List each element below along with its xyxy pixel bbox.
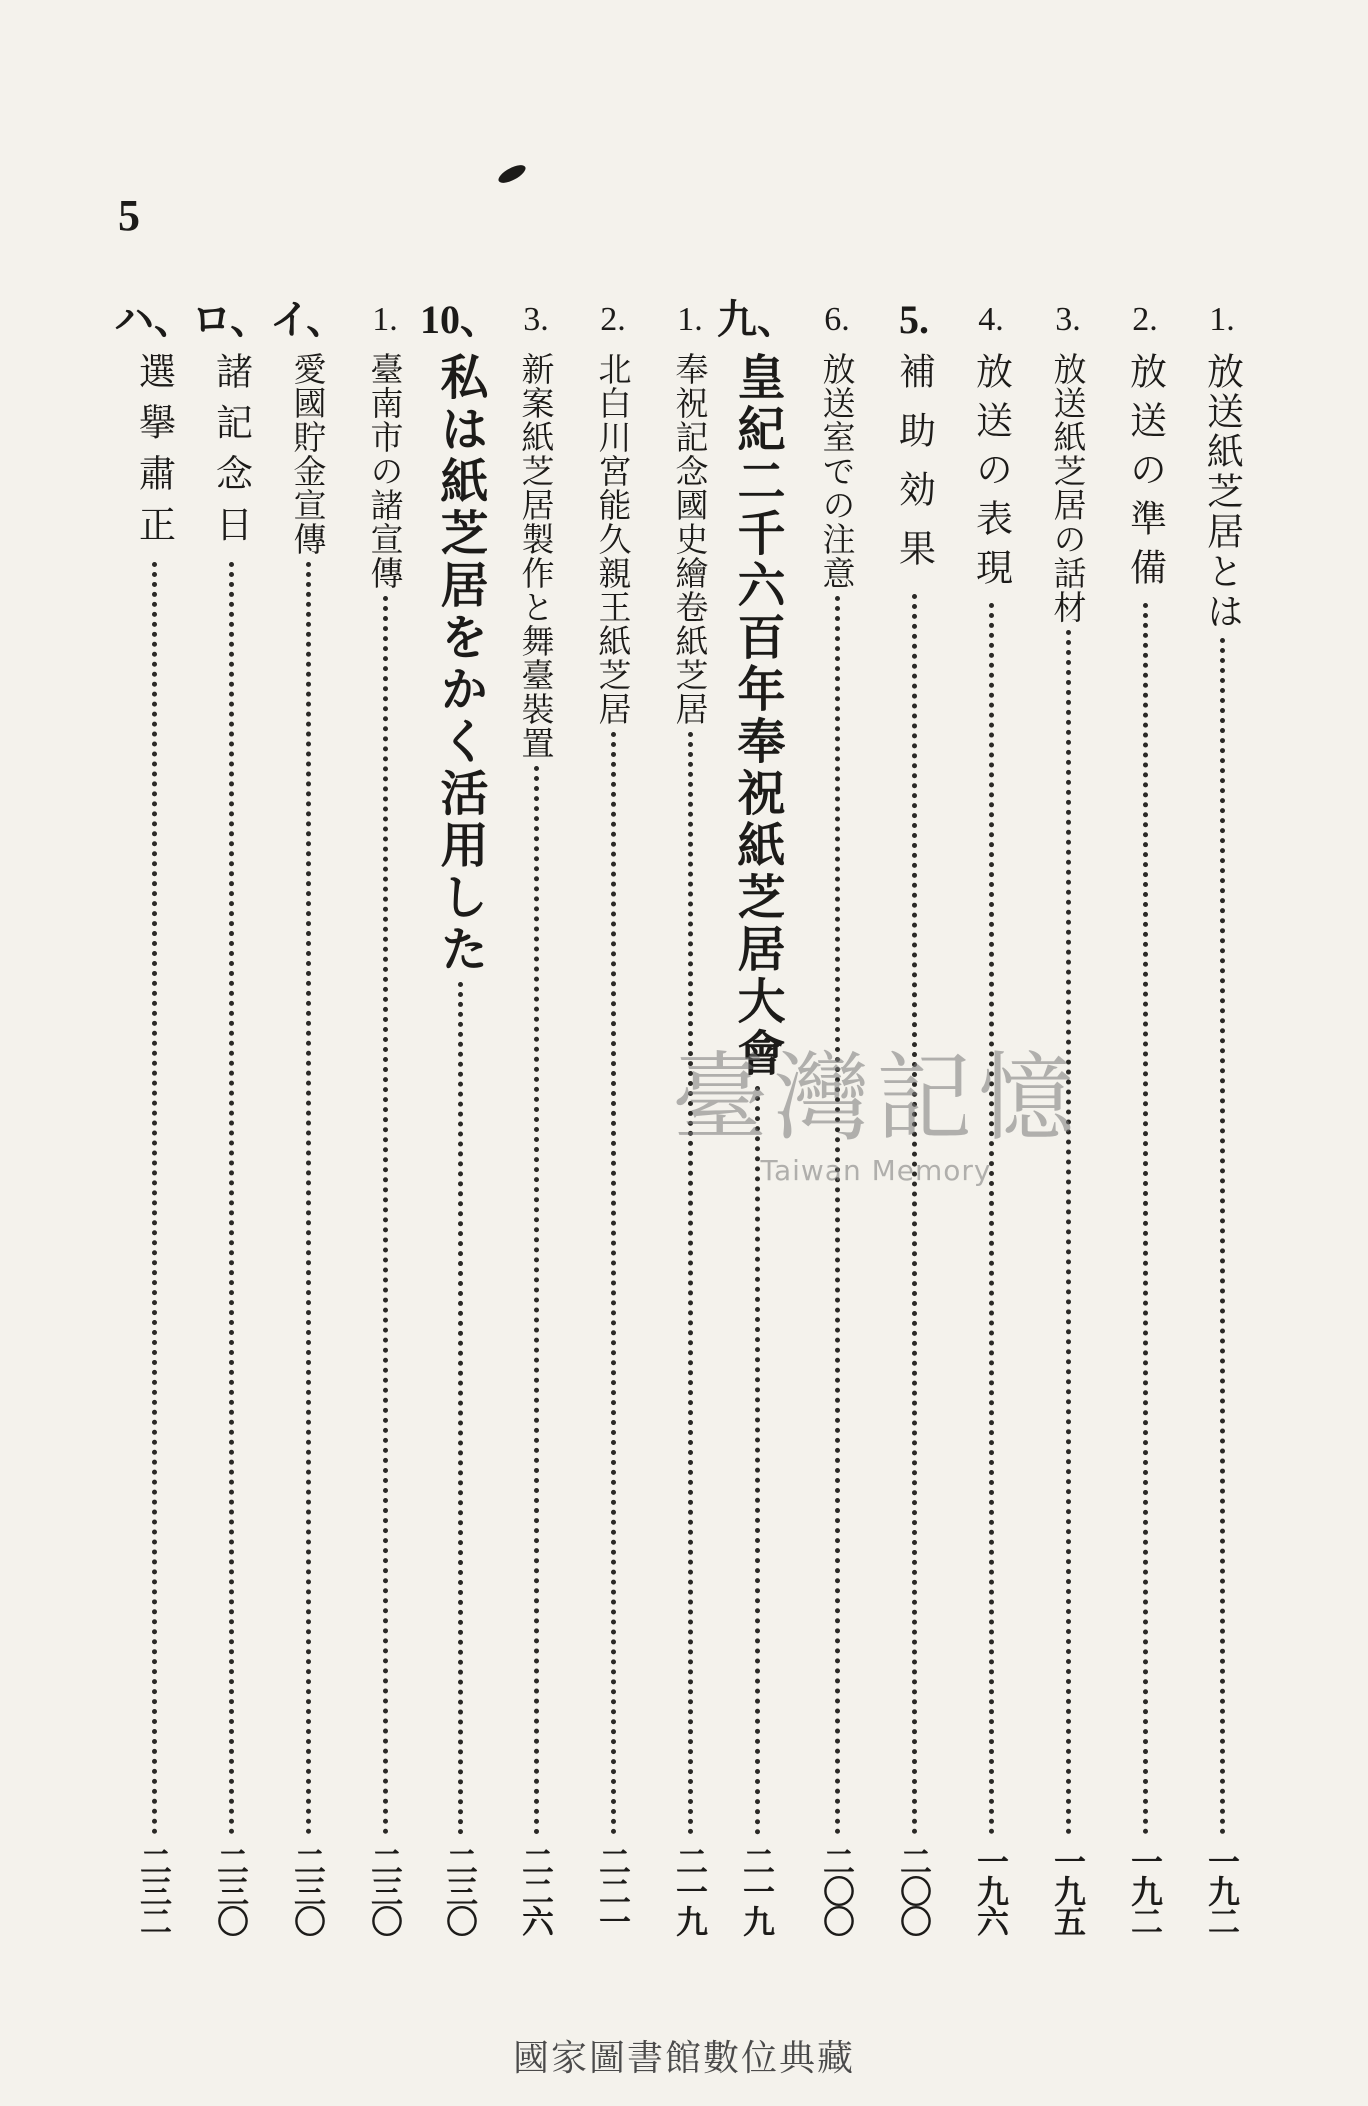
entry-title: 諸記念日 (209, 352, 253, 556)
toc-entry (583, 300, 643, 1950)
page-number: 5 (118, 191, 140, 240)
entry-title: 補助効果 (892, 352, 936, 588)
entry-title: 新案紙芝居製作と舞臺裝置 (516, 352, 556, 760)
entry-page: 二〇〇 (895, 1845, 933, 1935)
toc-entry (191, 297, 271, 1950)
entry-title: 放送の表現 (969, 352, 1013, 597)
watermark-logo (672, 1042, 1080, 1187)
dot-leader (458, 982, 463, 1835)
entry-page: 二三〇 (366, 1845, 404, 1935)
dot-leader (1066, 630, 1071, 1835)
dot-leader (306, 562, 311, 1835)
dot-leader (1143, 603, 1148, 1835)
entry-number: 2. (1132, 301, 1158, 338)
toc-entry (506, 300, 566, 1950)
entry-page: 二三〇 (289, 1845, 327, 1935)
entry-number: 1. (1209, 301, 1235, 338)
entry-title: 愛國貯金宣傳 (288, 352, 328, 556)
dot-leader (912, 594, 917, 1835)
toc-entry (1115, 300, 1175, 1950)
toc-entry (355, 300, 415, 1950)
entry-page: 二〇〇 (818, 1845, 856, 1935)
dot-leader (989, 603, 994, 1835)
toc-section (420, 297, 500, 1950)
dot-leader (835, 596, 840, 1835)
library-footer: 國家圖書館數位典藏 (512, 2038, 855, 2079)
entry-number: 6. (824, 301, 850, 338)
watermark-english: Taiwan Memory (760, 1154, 992, 1187)
entry-title: 放送紙芝居の話材 (1048, 352, 1088, 624)
entry-title: 放送室での注意 (817, 352, 857, 590)
entry-number: 2. (600, 301, 626, 338)
entry-page: 二三〇 (212, 1845, 250, 1935)
dot-leader (152, 562, 157, 1835)
entry-number: 1. (372, 301, 398, 338)
entry-page: 二二六 (517, 1845, 555, 1935)
entry-title: 放送紙芝居とは (1200, 352, 1244, 632)
entry-title: 臺南市の諸宣傳 (365, 352, 405, 590)
section-number: 九、 (717, 297, 797, 342)
entry-page: 二三二 (135, 1845, 173, 1935)
entry-title: 北白川宮能久親王紙芝居 (593, 352, 633, 726)
ink-blot (496, 162, 528, 187)
dot-leader (688, 732, 693, 1835)
entry-page: 二三〇 (441, 1845, 479, 1935)
section-title: 私は紙芝居をかく活用した (432, 352, 488, 976)
entry-page: 二一九 (738, 1845, 776, 1935)
entry-number: イ、 (269, 297, 347, 342)
dot-leader (229, 562, 234, 1835)
entry-page: 一九二 (1203, 1845, 1241, 1935)
entry-page: 一九二 (1126, 1845, 1164, 1935)
entry-title: 選擧肅正 (132, 352, 176, 556)
entry-number: 1. (677, 301, 703, 338)
watermark-chinese: 臺灣記憶 (672, 1042, 1080, 1154)
entry-number: 5. (899, 297, 929, 342)
dot-leader (1220, 638, 1225, 1835)
entry-title: 放送の準備 (1123, 352, 1167, 597)
entry-title: 奉祝記念國史繪卷紙芝居 (670, 352, 710, 726)
toc-entry (269, 297, 347, 1950)
entry-number: ロ、 (191, 297, 271, 342)
entry-page: 一九六 (972, 1845, 1010, 1935)
dot-leader (383, 596, 388, 1835)
dot-leader (755, 1086, 760, 1835)
entry-number: 3. (523, 301, 549, 338)
toc-entry (1192, 300, 1252, 1950)
dot-leader (611, 732, 616, 1835)
dot-leader (534, 766, 539, 1835)
section-title: 皇紀二千六百年奉祝紙芝居大會 (729, 352, 785, 1080)
toc-entry (114, 297, 194, 1950)
section-number: 10、 (420, 297, 500, 342)
entry-number: ハ、 (114, 297, 194, 342)
entry-page: 一九五 (1049, 1845, 1087, 1935)
entry-number: 3. (1055, 301, 1081, 338)
entry-number: 4. (978, 301, 1004, 338)
entry-page: 二一九 (671, 1845, 709, 1935)
entry-page: 二二一 (594, 1845, 632, 1935)
